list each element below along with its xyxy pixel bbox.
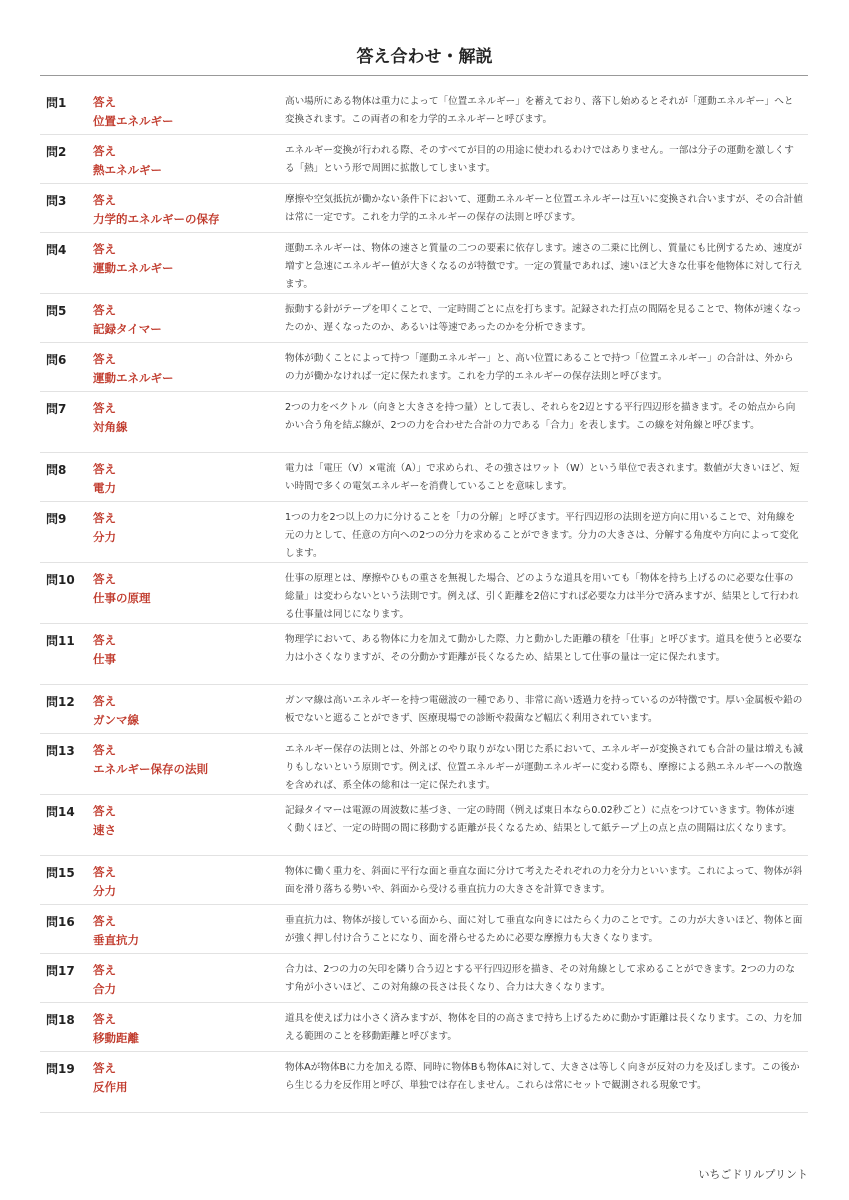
answer-row — [40, 392, 808, 453]
explanation-text: 振動する針がテープを叩くことで、一定時間ごとに点を打ちます。記録された打点の間隔を見ることで、物体が速くなったのか、遅くなったのか、あるいは等速であったのかを分析できます。 — [285, 304, 802, 333]
answer-row — [40, 905, 808, 954]
footer-brand: いちごドリルプリント — [698, 1168, 808, 1181]
question-number: 問15 — [46, 866, 75, 880]
explanation-text: 高い場所にある物体は重力によって「位置エネルギー」を蓄えており、落下し始めるとそれが「運動エネルギー」へと変換されます。この両者の和を力学的エネルギーと呼びます。 — [285, 96, 794, 125]
answer-value: 電力 — [93, 481, 116, 495]
explanation-text: 合力は、2つの力の矢印を隣り合う辺とする平行四辺形を描き、その対角線として求めることができます。2つの力のなす角が小さいほど、この対角線の長さは長くなり、合力は大きくなります。 — [285, 964, 795, 993]
question-number: 問18 — [46, 1013, 75, 1027]
question-number: 問14 — [46, 805, 75, 819]
explanation-text: 物体が動くことによって持つ「運動エネルギー」と、高い位置にあることで持つ「位置エネルギー」の合計は、外からの力が働かなければ一定に保たれます。これを力学的エネルギーの保存法則と呼びます。 — [285, 353, 794, 382]
answer-label: 答え — [93, 352, 116, 366]
question-number: 問9 — [46, 512, 67, 526]
answer-value: 仕事の原理 — [93, 591, 151, 605]
explanation-text: エネルギー保存の法則とは、外部とのやり取りがない閉じた系において、エネルギーが変換されても合計の量は増えも減りもしないという原則です。例えば、位置エネルギーが運動エネルギーに変わる際も、摩擦による熱エネルギーへの散逸を含めれば、系全体の総和は一定に保たれます。 — [285, 744, 803, 791]
answer-label: 答え — [93, 462, 116, 476]
answer-value: ガンマ線 — [93, 713, 139, 727]
answer-row — [40, 856, 808, 905]
question-number: 問6 — [46, 353, 67, 367]
explanation-text: 運動エネルギーは、物体の速さと質量の二つの要素に依存します。速さの二乗に比例し、質量にも比例するため、速度が増すと急速にエネルギー値が大きくなるのが特徴です。一定の質量であれば、速いほど大きな仕事を他物体に対して行えます。 — [285, 243, 803, 290]
question-number: 問2 — [46, 145, 67, 159]
answer-value: エネルギー保存の法則 — [93, 762, 208, 776]
page-title: 答え合わせ・解説 — [356, 47, 493, 67]
answer-label: 答え — [93, 242, 116, 256]
explanation-text: 物体Aが物体Bに力を加える際、同時に物体Bも物体Aに対して、大きさは等しく向きが反対の力を及ぼします。この後から生じる力を反作用と呼び、単独では存在しません。これらは常にセットで観測される現象です。 — [285, 1062, 800, 1091]
answer-value: 移動距離 — [93, 1031, 139, 1045]
question-number: 問3 — [46, 194, 67, 208]
answer-row — [40, 453, 808, 502]
answer-label: 答え — [93, 865, 116, 879]
answer-label: 答え — [93, 694, 116, 708]
answer-row — [40, 502, 808, 563]
answer-value: 運動エネルギー — [93, 261, 174, 275]
explanation-text: 電力は「電圧（V）×電流（A）」で求められ、その強さはワット（W）という単位で表されます。数値が大きいほど、短い時間で多くの電気エネルギーを消費していることを意味します。 — [285, 463, 800, 492]
answer-row — [40, 685, 808, 734]
answer-value: 記録タイマー — [93, 322, 162, 336]
answer-row — [40, 624, 808, 685]
answer-value: 分力 — [93, 530, 116, 544]
answer-row — [40, 135, 808, 184]
answer-row — [40, 734, 808, 795]
question-number: 問5 — [46, 304, 67, 318]
explanation-text: ガンマ線は高いエネルギーを持つ電磁波の一種であり、非常に高い透過力を持っているのが特徴です。厚い金属板や鉛の板でないと遮ることができず、医療現場での診断や殺菌など幅広く利用されています。 — [285, 695, 803, 724]
answer-value: 垂直抗力 — [93, 933, 139, 947]
question-number: 問12 — [46, 695, 75, 709]
answer-label: 答え — [93, 743, 116, 757]
answer-row — [40, 1003, 808, 1052]
answer-label: 答え — [93, 572, 116, 586]
answer-row — [40, 343, 808, 392]
answer-row — [40, 184, 808, 233]
explanation-text: 1つの力を2つ以上の力に分けることを「力の分解」と呼びます。平行四辺形の法則を逆方向に用いることで、対角線を元の力として、任意の方向への2つの分力を求めることができます。分力の大きさは、分解する角度や方向によって変化します。 — [285, 512, 799, 559]
answer-label: 答え — [93, 144, 116, 158]
answer-label: 答え — [93, 1061, 116, 1075]
explanation-text: 物理学において、ある物体に力を加えて動かした際、力と動かした距離の積を「仕事」と呼びます。道具を使うと必要な力は小さくなりますが、その分動かす距離が長くなるため、結果として仕事の量は一定に保たれます。 — [285, 634, 803, 663]
answer-value: 力学的エネルギーの保存 — [93, 212, 220, 226]
explanation-text: エネルギー変換が行われる際、そのすべてが目的の用途に使われるわけではありません。一部は分子の運動を激しくする「熱」という形で周囲に拡散してしまいます。 — [285, 145, 794, 174]
answer-value: 分力 — [93, 884, 116, 898]
explanation-text: 垂直抗力は、物体が接している面から、面に対して垂直な向きにはたらく力のことです。この力が大きいほど、物体と面が強く押し付け合うことになり、面を滑らせるために必要な摩擦力も大きくなります。 — [285, 915, 803, 944]
explanation-text: 2つの力をベクトル（向きと大きさを持つ量）として表し、それらを2辺とする平行四辺形を描きます。その始点から向かい合う角を結ぶ線が、2つの力を合わせた合計の力である「合力」を表します。この線を対角線と呼びます。 — [285, 402, 796, 431]
answer-value: 反作用 — [93, 1080, 128, 1094]
answer-label: 答え — [93, 963, 116, 977]
answer-label: 答え — [93, 193, 116, 207]
question-number: 問17 — [46, 964, 75, 978]
answer-value: 運動エネルギー — [93, 371, 174, 385]
answer-row — [40, 86, 808, 135]
answer-value: 対角線 — [93, 420, 128, 434]
answer-label: 答え — [93, 633, 116, 647]
answer-row — [40, 954, 808, 1003]
explanation-text: 仕事の原理とは、摩擦やひもの重さを無視した場合、どのような道具を用いても「物体を持ち上げるのに必要な仕事の総量」は変わらないという法則です。例えば、引く距離を2倍にすれば必要な力は半分で済みますが、結果として行われる仕事量は同じになります。 — [285, 573, 799, 620]
answer-row — [40, 563, 808, 624]
question-number: 問11 — [46, 634, 75, 648]
answer-row — [40, 294, 808, 343]
question-number: 問8 — [46, 463, 67, 477]
answer-row — [40, 1052, 808, 1113]
answer-label: 答え — [93, 1012, 116, 1026]
answer-value: 熱エネルギー — [93, 163, 162, 177]
answer-row — [40, 233, 808, 294]
question-number: 問10 — [46, 573, 75, 587]
answer-value: 合力 — [93, 982, 116, 996]
answer-value: 仕事 — [93, 652, 116, 666]
title-divider — [40, 75, 808, 76]
question-number: 問1 — [46, 96, 67, 110]
question-number: 問7 — [46, 402, 67, 416]
explanation-text: 摩擦や空気抵抗が働かない条件下において、運動エネルギーと位置エネルギーは互いに変換され合いますが、その合計値は常に一定です。これを力学的エネルギーの保存の法則と呼びます。 — [285, 194, 803, 223]
answer-value: 速さ — [93, 823, 116, 837]
answer-label: 答え — [93, 914, 116, 928]
answer-label: 答え — [93, 401, 116, 415]
answer-label: 答え — [93, 95, 116, 109]
answer-row — [40, 795, 808, 856]
answer-label: 答え — [93, 804, 116, 818]
explanation-text: 道具を使えば力は小さく済みますが、物体を目的の高さまで持ち上げるために動かす距離は長くなります。この、力を加える範囲のことを移動距離と呼びます。 — [285, 1013, 802, 1042]
answer-label: 答え — [93, 303, 116, 317]
answer-label: 答え — [93, 511, 116, 525]
question-number: 問16 — [46, 915, 75, 929]
question-number: 問13 — [46, 744, 75, 758]
question-number: 問19 — [46, 1062, 75, 1076]
answer-value: 位置エネルギー — [93, 114, 174, 128]
explanation-text: 記録タイマーは電源の周波数に基づき、一定の時間（例えば東日本なら0.02秒ごと）に点をつけていきます。物体が速く動くほど、一定の時間の間に移動する距離が長くなるため、結果として紙テープ上の点と点の間隔は広くなります。 — [285, 805, 795, 834]
answer-list — [40, 86, 808, 1113]
explanation-text: 物体に働く重力を、斜面に平行な面と垂直な面に分けて考えたそれぞれの力を分力といいます。これによって、物体が斜面を滑り落ちる勢いや、斜面から受ける垂直抗力の大きさを計算できます。 — [285, 866, 803, 895]
question-number: 問4 — [46, 243, 67, 257]
